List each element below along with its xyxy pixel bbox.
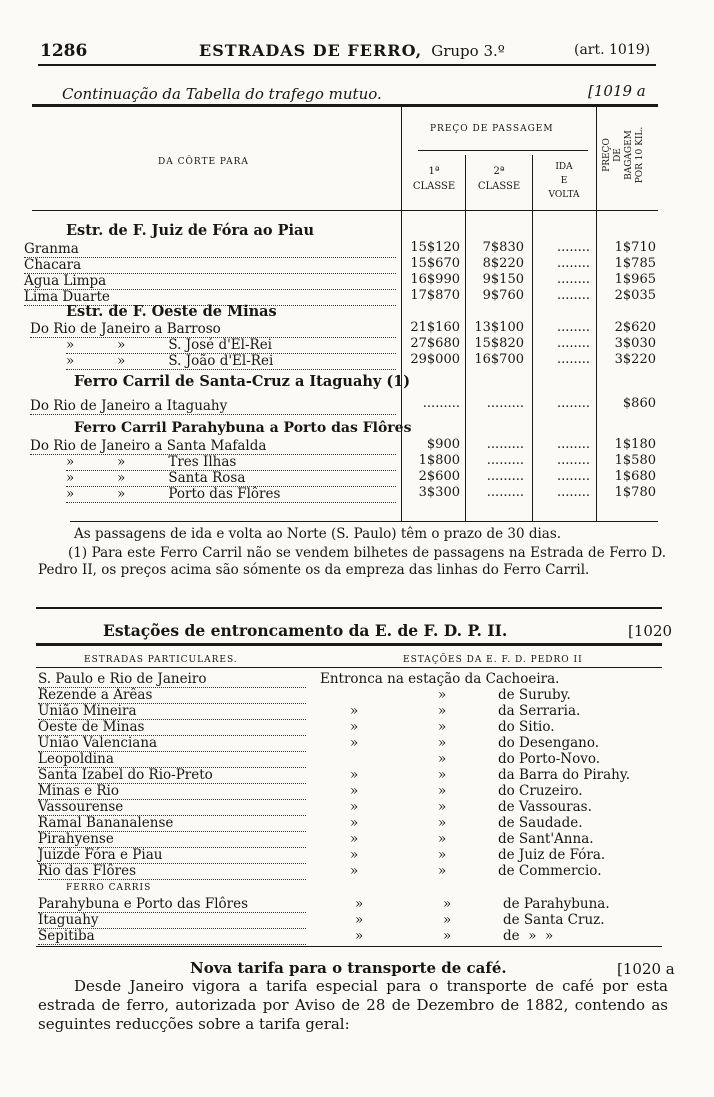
list-item-ditto-1: » — [355, 912, 364, 928]
list-item-ditto-2: » — [438, 719, 447, 735]
list-item-ditto-1: » — [350, 847, 359, 863]
note-footnote: (1) Para este Ferro Carril não se vendem bilhetes de passagens na Estrada de Ferro D. Pedro II, os preços acima são sómente os da empreza das linhas do Ferro Carril. — [38, 545, 666, 578]
table-row-round: ........ — [556, 453, 590, 468]
list-item-ditto-2: » — [438, 767, 447, 783]
list-item-station: de » » — [503, 928, 554, 944]
table-row-round: ........ — [556, 437, 590, 452]
section3-paragraph: Desde Janeiro vigora a tarifa especial para o transporte de café por esta estrada de ferro, autorizada por Aviso de 28 de Dezembro de 1882, contendo as seguintes reducções sobre a tarifa geral: — [38, 977, 668, 1033]
list-item-ditto-2: » — [438, 831, 447, 847]
table-row-round: ........ — [556, 320, 590, 335]
table-row-dest: » » Porto das Flôres — [66, 486, 396, 503]
list-item-station: do Porto-Novo. — [498, 751, 601, 767]
running-title — [199, 41, 505, 60]
col-header-round — [534, 160, 594, 202]
table1-col-sep-2 — [596, 107, 597, 522]
table-row-bag: 2$620 — [614, 320, 656, 335]
table-row-first: 2$600 — [418, 469, 460, 484]
table-row-dest: » » S. José d'El-Rei — [66, 337, 396, 354]
table1-ref: [1019 a — [588, 82, 646, 100]
col-header-second-num: 2ª — [493, 166, 505, 177]
price-header-rule — [418, 150, 588, 151]
table-row-round: ........ — [556, 485, 590, 500]
list-item-road: Ramal Bananalense — [38, 815, 306, 832]
col-header-first — [404, 164, 464, 194]
table-row-dest: Granma — [24, 241, 396, 258]
list-item-ditto-2: » — [438, 687, 447, 703]
list-item-ditto-2: » — [438, 799, 447, 815]
table-row-round: ........ — [556, 288, 590, 303]
list-item-station: da Barra do Pirahy. — [498, 767, 630, 783]
table-row-dest: » » Santa Rosa — [66, 470, 396, 487]
list-item-ditto-1: » — [350, 831, 359, 847]
table-row-first: 15$120 — [410, 240, 460, 255]
table-row-round: ........ — [556, 240, 590, 255]
list-item-road: Rio das Flôres — [38, 863, 306, 880]
table-row-first: 1$800 — [418, 453, 460, 468]
section-title: Ferro Carril de Santa-Cruz a Itaguahy (1) — [74, 373, 411, 390]
table1-top-rule — [32, 104, 658, 107]
table-row-bag: 1$965 — [614, 272, 656, 287]
table-row-first: ......... — [422, 396, 460, 411]
list-item-road: Santa Izabel do Rio-Preto — [38, 767, 306, 784]
table-row-dest: » » S. João d'El-Rei — [66, 353, 396, 370]
table-row-first: 3$300 — [418, 485, 460, 500]
list-item-ditto-2: » — [438, 815, 447, 831]
table-row-first: 15$670 — [410, 256, 460, 271]
col-header-round-2: E — [560, 176, 568, 186]
table-row-dest: Do Rio de Janeiro a Barroso — [30, 321, 396, 338]
list-item-ditto-1: » — [350, 735, 359, 751]
table-row-dest: Do Rio de Janeiro a Itaguahy — [30, 398, 396, 415]
list-item-station: de Santa Cruz. — [503, 912, 605, 928]
list-item-station: de Sant'Anna. — [498, 831, 594, 847]
running-title-text: ESTRADAS DE FERRO, — [199, 41, 423, 60]
table-row-round: ........ — [556, 396, 590, 411]
list-item-ditto-2: » — [438, 735, 447, 751]
list-item-station: do Cruzeiro. — [498, 783, 583, 799]
table-row-bag: 3$030 — [614, 336, 656, 351]
table2-header-rule — [36, 667, 662, 668]
col-header-stations: ESTAÇÕES DA E. F. D. PEDRO II — [403, 655, 583, 665]
table-row-first: 16$990 — [410, 272, 460, 287]
table-row-second: 9$760 — [482, 288, 524, 303]
list-item-station: de Parahybuna. — [503, 896, 610, 912]
section3-title: Nova tarifa para o transporte de café. — [190, 959, 507, 977]
table2-title: Estações de entroncamento da E. de F. D. P. II. — [103, 621, 508, 640]
table-row-dest: Do Rio de Janeiro a Santa Mafalda — [30, 438, 396, 455]
table-row-round: ........ — [556, 336, 590, 351]
list-item-ditto-2: » — [443, 912, 452, 928]
list-item-ditto-2: » — [438, 703, 447, 719]
section-title: Estr. de F. Juiz de Fóra ao Piau — [66, 222, 314, 239]
list-item-road: Minas e Rio — [38, 783, 306, 800]
table-row-dest: Chacara — [24, 257, 396, 274]
list-item-ditto-1: » — [350, 863, 359, 879]
table1-header-rule — [32, 210, 658, 211]
col-header-round-3: VOLTA — [548, 190, 580, 200]
list-item-ditto-2: » — [438, 863, 447, 879]
list-item-road: Rezende a Arêas — [38, 687, 306, 704]
list-item-ditto-2: » — [443, 928, 452, 944]
list-item-ditto-2: » — [443, 896, 452, 912]
list-item-station: do Desengano. — [498, 735, 600, 751]
section-title: Estr. de F. Oeste de Minas — [66, 303, 277, 320]
list-item-station: Entronca na estação da Cachoeira. — [320, 671, 560, 687]
list-item-ditto-1: » — [350, 767, 359, 783]
list-item-road: Vassourense — [38, 799, 306, 816]
table-row-round: ........ — [556, 469, 590, 484]
table-row-second: 15$820 — [474, 336, 524, 351]
list-item-ditto-1: » — [350, 703, 359, 719]
col-header-second-label: CLASSE — [477, 181, 521, 192]
list-item-road: S. Paulo e Rio de Janeiro — [38, 671, 306, 688]
list-item-road: União Valenciana — [38, 735, 306, 752]
table-row-bag: 1$710 — [614, 240, 656, 255]
table-row-first: $900 — [426, 437, 460, 452]
list-item-road: Leopoldina — [38, 751, 306, 768]
table-row-bag: 1$785 — [614, 256, 656, 271]
list-item-ditto-2: » — [438, 847, 447, 863]
list-item-road: Itaguahy — [38, 912, 306, 929]
table-row-first: 29$000 — [410, 352, 460, 367]
list-item-ditto-1: » — [350, 719, 359, 735]
list-item-ditto-1: » — [350, 815, 359, 831]
note-round-trip: As passagens de ida e volta ao Norte (S. Paulo) têm o prazo de 30 dias. — [74, 526, 562, 542]
list-item-road: União Mineira — [38, 703, 306, 720]
list-item-ditto-1: » — [355, 896, 364, 912]
list-item-road: Sepitiba — [38, 928, 306, 945]
header-rule — [38, 64, 656, 66]
section-divider — [36, 607, 662, 609]
section-title: Ferro Carril Parahybuna a Porto das Flôres — [74, 420, 412, 436]
list-item-station: de Saudade. — [498, 815, 583, 831]
list-item-road: Juizde Fóra e Piau — [38, 847, 306, 864]
col-header-price: PREÇO DE PASSAGEM — [430, 124, 554, 134]
col-header-second — [468, 164, 530, 194]
table-row-second: 8$220 — [482, 256, 524, 271]
table-row-round: ........ — [556, 352, 590, 367]
table-row-second: ......... — [486, 485, 524, 500]
col-header-baggage-1: PREÇO — [602, 138, 612, 172]
list-item-ditto-1: » — [355, 928, 364, 944]
col-header-first-label: CLASSE — [412, 181, 456, 192]
table-row-first: 17$870 — [410, 288, 460, 303]
list-item-station: do Sitio. — [498, 719, 555, 735]
list-item-road: Pirahyense — [38, 831, 306, 848]
col-header-first-num: 1ª — [428, 166, 440, 177]
table-row-dest: Lima Duarte — [24, 289, 396, 306]
table2-ref: [1020 — [628, 622, 673, 640]
table-row-second: ......... — [486, 469, 524, 484]
col-header-from: DA CÔRTE PARA — [158, 157, 249, 167]
col-header-round-1: IDA — [555, 162, 573, 172]
table-row-second: 7$830 — [482, 240, 524, 255]
table-row-round: ........ — [556, 272, 590, 287]
table-row-bag: $860 — [622, 396, 656, 411]
col-header-baggage-4: POR 10 KIL. — [635, 126, 645, 184]
col-header-baggage-2: DE — [613, 148, 623, 162]
running-title-group: Grupo 3.º — [431, 42, 505, 60]
table-row-second: 16$700 — [474, 352, 524, 367]
table-row-bag: 1$780 — [614, 485, 656, 500]
col-header-baggage — [602, 105, 646, 205]
section3-ref: [1020 a — [617, 960, 675, 978]
table2-bottom-rule — [36, 946, 662, 947]
list-item-ditto-1: » — [350, 783, 359, 799]
list-item-ditto-1: » — [350, 799, 359, 815]
table-row-bag: 1$180 — [614, 437, 656, 452]
table-row-bag: 2$035 — [614, 288, 656, 303]
article-ref: (art. 1019) — [574, 42, 651, 58]
list-item-station: de Vassouras. — [498, 799, 592, 815]
table-row-second: ......... — [486, 453, 524, 468]
table-row-dest: Agua Limpa — [24, 273, 396, 290]
list-item-ditto-2: » — [438, 783, 447, 799]
page-number: 1286 — [40, 41, 88, 61]
list-item-station: de Juiz de Fóra. — [498, 847, 606, 863]
table-row-round: ........ — [556, 256, 590, 271]
col-header-roads: ESTRADAS PARTICULARES. — [84, 655, 238, 665]
list-item-station: da Serraria. — [498, 703, 581, 719]
list-item-station: de Suruby. — [498, 687, 571, 703]
table2-top-rule — [36, 643, 662, 646]
table-row-bag: 1$680 — [614, 469, 656, 484]
table1-caption: Continuação da Tabella do trafego mutuo. — [62, 85, 382, 103]
col-header-baggage-3: BAGAGEM — [624, 130, 634, 180]
table1-col-sep-1 — [401, 107, 402, 522]
table-row-bag: 1$580 — [614, 453, 656, 468]
list-item-ditto-2: » — [438, 751, 447, 767]
table-row-second: 9$150 — [482, 272, 524, 287]
subheading-ferro-carris: FERRO CARRIS — [66, 883, 152, 893]
list-item-road: Parahybuna e Porto das Flôres — [38, 896, 306, 913]
table1-bottom-rule — [70, 521, 658, 522]
table-row-second: 13$100 — [474, 320, 524, 335]
table-row-dest: » » Tres Ilhas — [66, 454, 396, 471]
table-row-second: ......... — [486, 437, 524, 452]
table-row-second: ......... — [486, 396, 524, 411]
list-item-station: de Commercio. — [498, 863, 602, 879]
list-item-road: Oeste de Minas — [38, 719, 306, 736]
table-row-first: 27$680 — [410, 336, 460, 351]
table-row-first: 21$160 — [410, 320, 460, 335]
table-row-bag: 3$220 — [614, 352, 656, 367]
